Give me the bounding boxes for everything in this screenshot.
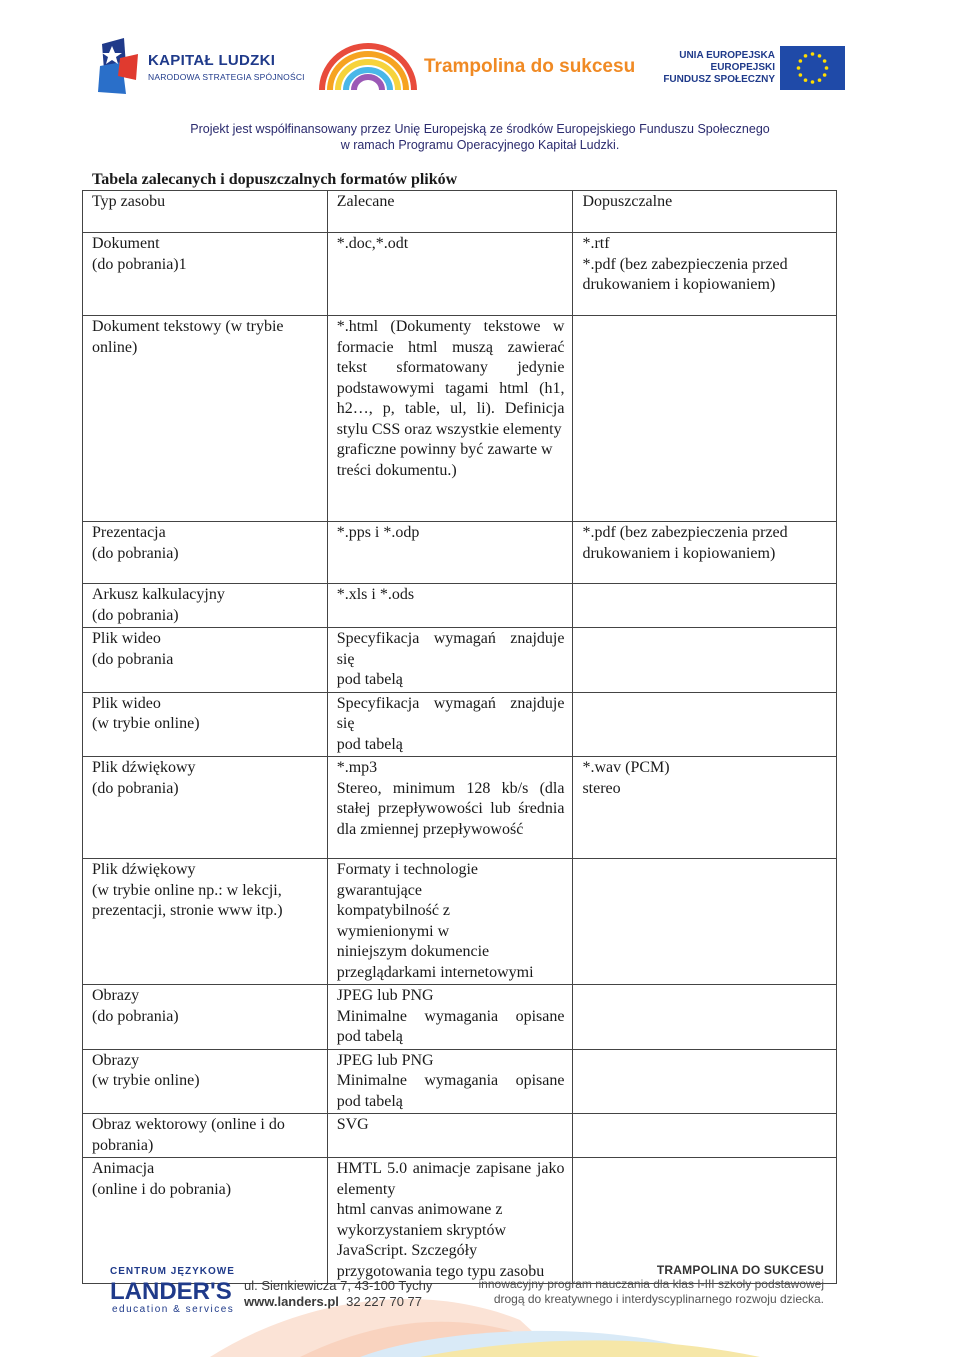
cell-resource-type	[83, 985, 328, 1050]
cell-line: graficzne powinny być zawarte w	[336, 441, 553, 458]
cell-recommended	[327, 1114, 573, 1158]
cell-line: Specyfikacja wymagań znajduje się	[336, 694, 565, 732]
document-title: Tabela zalecanych i dopuszczalnych formatów plików	[92, 171, 458, 188]
eu-star-icon	[823, 73, 827, 77]
cell-line: (do pobrania)	[92, 606, 179, 624]
cell-recommended	[327, 233, 573, 316]
eu-star-icon	[797, 66, 801, 70]
cell-line: *.wav (PCM)	[582, 759, 670, 776]
cell-allowed	[573, 757, 837, 859]
cell-recommended	[327, 1049, 573, 1114]
project-note-line2: w ramach Programu Operacyjnego Kapitał Ludzki.	[340, 138, 620, 152]
cell-line: JavaScript. Szczegóły	[336, 1242, 478, 1259]
cell-recommended	[327, 757, 573, 859]
cell-line: przeglądarkami internetowymi	[336, 963, 534, 981]
page-header	[0, 0, 960, 160]
cell-resource-type	[83, 522, 328, 584]
cell-line: *.xls i *.ods	[336, 586, 415, 603]
cell-resource-type	[83, 233, 328, 316]
cell-recommended	[327, 628, 573, 693]
rainbow-arcs-icon	[318, 40, 418, 100]
cell-line: Plik wideo	[92, 630, 161, 647]
formats-table	[82, 190, 837, 1284]
table-row	[83, 692, 837, 757]
table-row	[83, 628, 837, 693]
trampolina-footer-note	[479, 1263, 825, 1307]
cell-line: Plik dźwiękowy	[92, 861, 196, 878]
kapital-ludzki-title: KAPITAŁ LUDZKI	[148, 52, 276, 69]
table-row	[83, 1049, 837, 1114]
kapital-ludzki-logo	[96, 36, 305, 98]
cell-line: wymienionymi w	[336, 922, 450, 940]
eu-star-icon	[818, 78, 822, 82]
cell-line: Prezentacja	[92, 524, 166, 541]
header-cell-allowed: Dopuszczalne	[573, 191, 837, 233]
landers-logo: LANDER'S	[110, 1278, 232, 1305]
cell-line: (w trybie online)	[92, 715, 200, 732]
cell-line: (do pobrania)	[92, 779, 179, 797]
cell-line: (do pobrania)	[92, 1007, 179, 1025]
cell-line: stereo	[582, 779, 621, 797]
eu-star-icon	[799, 59, 803, 63]
cell-line: SVG	[336, 1116, 369, 1133]
cell-line: html canvas animowane z	[336, 1201, 503, 1218]
cell-line: *.doc,*.odt	[336, 235, 409, 252]
table-row	[83, 757, 837, 859]
cell-allowed	[573, 584, 837, 628]
eu-star-icon	[811, 80, 815, 84]
eu-star-icon	[804, 78, 808, 82]
cell-line: przygotowania tego typu zasobu	[336, 1262, 545, 1280]
cell-recommended	[327, 692, 573, 757]
cell-line: (w trybie online)	[92, 1072, 200, 1089]
trampolina-logo	[318, 40, 638, 100]
eu-star-icon	[804, 54, 808, 58]
cell-allowed	[573, 859, 837, 985]
cell-line: Obrazy	[92, 987, 140, 1004]
trampolina-footer-title: TRAMPOLINA DO SUKCESU	[656, 1263, 824, 1277]
cell-line: Obraz wektorowy (online i do pobrania)	[92, 1116, 285, 1154]
eu-star-icon	[818, 54, 822, 58]
cell-line: (do pobrania)	[92, 544, 179, 562]
cell-line: (w trybie online np.: w lekcji, prezentacji, stronie www itp.)	[92, 881, 283, 919]
project-funding-note	[120, 121, 840, 153]
cell-recommended	[327, 316, 573, 522]
website-link[interactable]: www.landers.pl	[244, 1294, 339, 1309]
eu-star-icon	[799, 73, 803, 77]
cell-line: (do pobrania	[92, 650, 174, 668]
trampolina-title: Trampolina do sukcesu	[424, 56, 636, 77]
project-note-line1: Projekt jest współfinansowany przez Unię Europejską ze środków Europejskiego Funduszu Społecznego	[190, 122, 770, 136]
cell-resource-type	[83, 628, 328, 693]
cell-resource-type	[83, 692, 328, 757]
cell-line: (do pobrania)1	[92, 255, 187, 273]
eu-logo	[663, 44, 847, 94]
cell-line: Plik wideo	[92, 694, 161, 712]
cell-line: *.html (Dokumenty tekstowe w formacie html muszą zawierać tekst sformatowany jedynie podstawowymi tagami html (h1, h2…, p, table, ul, li). Definicja stylu CSS oraz wszystkie elementy	[336, 318, 565, 438]
cell-line: Stereo, minimum 128 kb/s (dla stałej przepływowości lub średnia dla zmiennej przepływowość	[336, 779, 565, 838]
eu-caption	[663, 50, 775, 86]
header-cell-type: Typ zasobu	[83, 191, 328, 233]
cell-line: *.pdf (bez zabezpieczenia przed drukowaniem i kopiowaniem)	[582, 524, 788, 562]
cell-line: JPEG lub PNG	[336, 987, 434, 1004]
cell-allowed	[573, 1049, 837, 1114]
table-row	[83, 1114, 837, 1158]
cell-resource-type	[83, 859, 328, 985]
cell-recommended	[327, 859, 573, 985]
cell-resource-type	[83, 584, 328, 628]
cell-resource-type	[83, 1114, 328, 1158]
table-header-row	[83, 191, 837, 233]
phone-number: 32 227 70 77	[346, 1294, 423, 1309]
table-row	[83, 316, 837, 522]
table-row	[83, 859, 837, 985]
cell-line: Obrazy	[92, 1051, 140, 1069]
cell-line: Dokument tekstowy (w trybie online)	[92, 318, 284, 356]
trampolina-footer-line2: drogą do kreatywnego i interdyscyplinarnego rozwoju dziecka.	[493, 1292, 824, 1306]
cell-line: wykorzystaniem skryptów	[336, 1221, 507, 1239]
cell-line: *.mp3	[336, 759, 378, 776]
cell-line: (online i do pobrania)	[92, 1180, 232, 1198]
cell-resource-type	[83, 757, 328, 859]
cell-line: *.pdf (bez zabezpieczenia przed drukowaniem i kopiowaniem)	[582, 255, 788, 293]
cell-line: *.pps i *.odp	[336, 524, 420, 541]
eu-star-icon	[823, 59, 827, 63]
cell-resource-type	[83, 316, 328, 522]
cell-allowed	[573, 1114, 837, 1158]
cell-line: Arkusz kalkulacyjny	[92, 586, 225, 603]
kapital-ludzki-subtitle: NARODOWA STRATEGIA SPÓJNOŚCI	[148, 72, 305, 82]
cell-line: HMTL 5.0 animacje zapisane jako elementy	[336, 1160, 565, 1198]
cell-line: Minimalne wymagania opisane pod tabelą	[336, 1072, 565, 1110]
cell-line: treści dokumentu.)	[336, 461, 457, 479]
address-street: ul. Sienkiewicza 7, 43-100 Tychy	[244, 1278, 433, 1293]
page-footer	[0, 1260, 960, 1357]
cell-allowed	[573, 692, 837, 757]
cell-line: Plik dźwiękowy	[92, 759, 196, 776]
eu-caption-line1: UNIA EUROPEJSKA	[679, 50, 775, 61]
cell-recommended	[327, 522, 573, 584]
cell-line: kompatybilność z	[336, 902, 451, 919]
cell-line: Animacja	[92, 1160, 155, 1177]
cell-allowed	[573, 522, 837, 584]
cell-line: pod tabelą	[336, 735, 403, 753]
cell-recommended	[327, 985, 573, 1050]
contact-address	[244, 1278, 432, 1310]
cell-resource-type	[83, 1049, 328, 1114]
kapital-ludzki-emblem-icon	[96, 36, 146, 98]
cell-allowed	[573, 233, 837, 316]
cell-recommended	[327, 584, 573, 628]
cell-line: JPEG lub PNG	[336, 1051, 434, 1069]
eu-star-icon	[811, 52, 815, 56]
table-row	[83, 233, 837, 316]
table-row	[83, 522, 837, 584]
eu-caption-line2: EUROPEJSKI	[710, 62, 775, 73]
header-cell-recommended: Zalecane	[327, 191, 573, 233]
cell-allowed	[573, 316, 837, 522]
trampolina-footer-line1: innowacyjny program nauczania dla klas I-III szkoły podstawowej	[478, 1277, 824, 1291]
cell-line: gwarantujące	[336, 881, 422, 899]
cell-line: *.rtf	[582, 235, 610, 252]
cell-line: Formaty i technologie	[336, 861, 479, 878]
cell-line: Minimalne wymagania opisane pod tabelą	[336, 1007, 565, 1045]
landers-tagline: education & services	[112, 1304, 235, 1315]
eu-star-icon	[825, 66, 829, 70]
eu-caption-line3: FUNDUSZ SPOŁECZNY	[663, 74, 775, 85]
cell-allowed	[573, 985, 837, 1050]
cell-line: Dokument	[92, 235, 160, 252]
table-row	[83, 584, 837, 628]
cell-line: Specyfikacja wymagań znajduje się	[336, 630, 565, 668]
table-row	[83, 985, 837, 1050]
cell-allowed	[573, 628, 837, 693]
cell-line: niniejszym dokumencie	[336, 943, 490, 960]
cell-line: pod tabelą	[336, 671, 403, 688]
eu-flag-icon	[780, 46, 845, 90]
landers-caption: CENTRUM JĘZYKOWE	[110, 1266, 235, 1277]
